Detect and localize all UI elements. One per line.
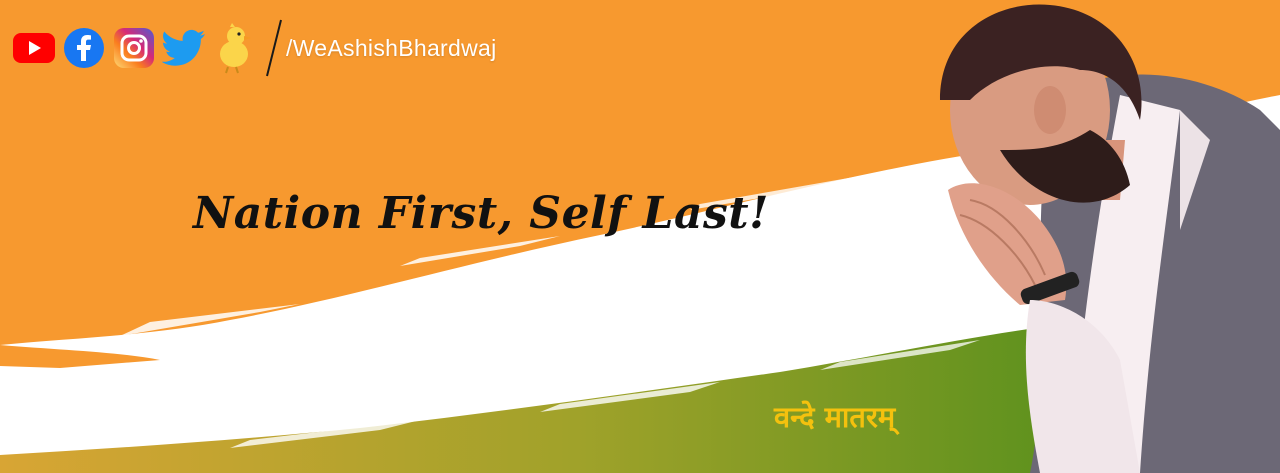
koo-icon[interactable] bbox=[212, 26, 256, 70]
separator-slash bbox=[264, 18, 284, 78]
person-photo bbox=[880, 0, 1280, 473]
motto-heading: Nation First, Self Last! bbox=[193, 188, 769, 239]
twitter-icon[interactable] bbox=[162, 26, 206, 70]
instagram-icon[interactable] bbox=[112, 26, 156, 70]
facebook-icon[interactable] bbox=[62, 26, 106, 70]
vande-mataram-text: वन्दे मातरम् bbox=[774, 400, 896, 434]
youtube-icon[interactable] bbox=[12, 26, 56, 70]
social-links bbox=[12, 20, 497, 76]
social-handle: /WeAshishBhardwaj bbox=[286, 34, 497, 61]
